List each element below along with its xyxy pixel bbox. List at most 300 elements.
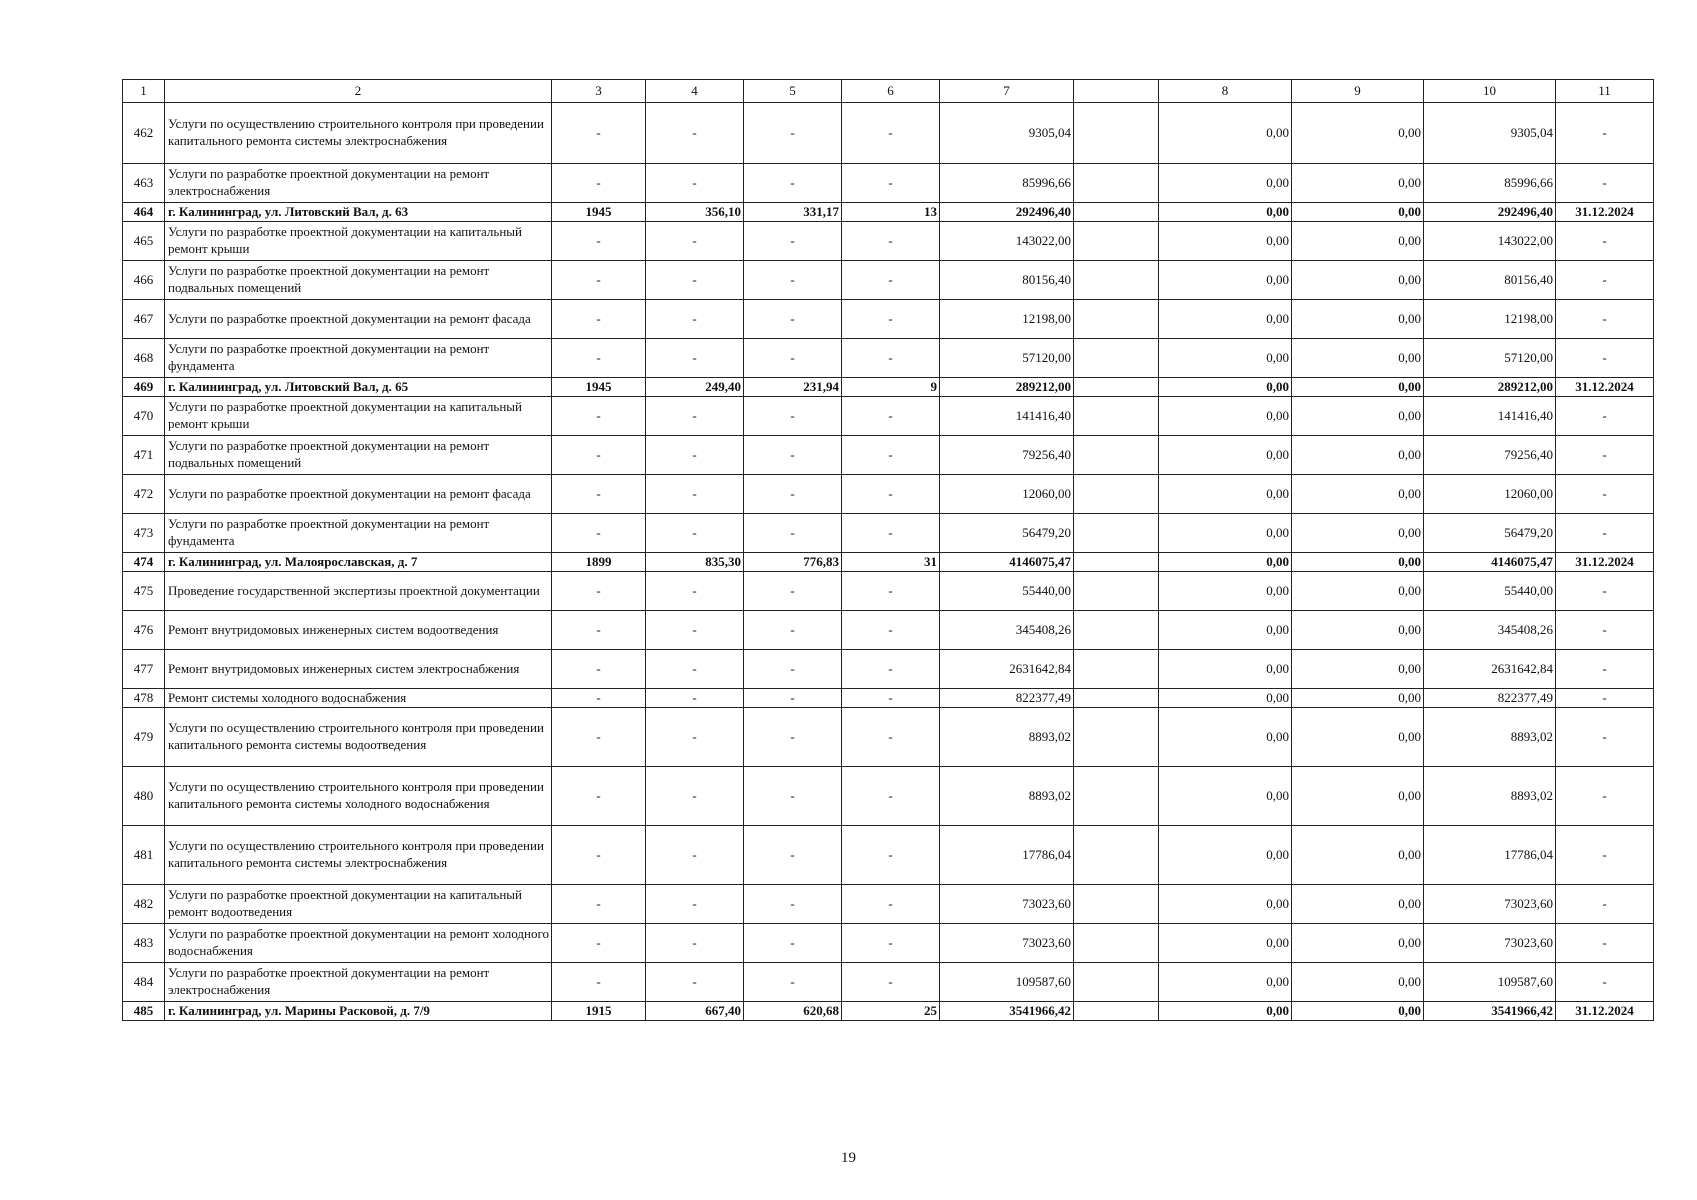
cell-col4: - xyxy=(646,885,744,924)
cell-col10: 85996,66 xyxy=(1424,164,1556,203)
cell-col6: - xyxy=(842,572,940,611)
cell-empty xyxy=(1074,708,1159,767)
cell-col4: - xyxy=(646,103,744,164)
cell-col6: - xyxy=(842,164,940,203)
cell-col5: - xyxy=(744,708,842,767)
cell-col7: 143022,00 xyxy=(940,222,1074,261)
cell-col3: - xyxy=(552,924,646,963)
row-number: 482 xyxy=(123,885,165,924)
cell-empty xyxy=(1074,300,1159,339)
row-number: 463 xyxy=(123,164,165,203)
cell-col5: - xyxy=(744,885,842,924)
cell-col10: 141416,40 xyxy=(1424,397,1556,436)
cell-col9: 0,00 xyxy=(1292,826,1424,885)
cell-col4: 667,40 xyxy=(646,1002,744,1021)
cell-col5: 776,83 xyxy=(744,553,842,572)
cell-col7: 12060,00 xyxy=(940,475,1074,514)
cell-col11: - xyxy=(1556,222,1654,261)
cell-col3: - xyxy=(552,164,646,203)
cell-col8: 0,00 xyxy=(1159,611,1292,650)
cell-col11: - xyxy=(1556,475,1654,514)
cell-col3: - xyxy=(552,103,646,164)
column-number: 11 xyxy=(1556,80,1654,103)
cell-empty xyxy=(1074,826,1159,885)
cell-col8: 0,00 xyxy=(1159,164,1292,203)
cell-col8: 0,00 xyxy=(1159,1002,1292,1021)
table-row xyxy=(123,514,1654,553)
cell-col8: 0,00 xyxy=(1159,767,1292,826)
row-number: 485 xyxy=(123,1002,165,1021)
cell-empty xyxy=(1074,650,1159,689)
cell-col7: 292496,40 xyxy=(940,203,1074,222)
cell-col5: - xyxy=(744,475,842,514)
table-row xyxy=(123,378,1654,397)
row-number: 470 xyxy=(123,397,165,436)
cell-col4: - xyxy=(646,164,744,203)
cell-col6: - xyxy=(842,436,940,475)
cell-col10: 292496,40 xyxy=(1424,203,1556,222)
cell-empty xyxy=(1074,378,1159,397)
cell-col10: 2631642,84 xyxy=(1424,650,1556,689)
cell-col7: 8893,02 xyxy=(940,767,1074,826)
cell-col7: 57120,00 xyxy=(940,339,1074,378)
cell-col8: 0,00 xyxy=(1159,963,1292,1002)
cell-col9: 0,00 xyxy=(1292,436,1424,475)
column-number: 7 xyxy=(940,80,1074,103)
cell-empty xyxy=(1074,689,1159,708)
table-row xyxy=(123,222,1654,261)
row-number: 469 xyxy=(123,378,165,397)
cell-col4: - xyxy=(646,300,744,339)
cell-col10: 3541966,42 xyxy=(1424,1002,1556,1021)
cell-col9: 0,00 xyxy=(1292,164,1424,203)
cell-col9: 0,00 xyxy=(1292,261,1424,300)
cell-col5: - xyxy=(744,572,842,611)
cell-col4: - xyxy=(646,924,744,963)
row-number: 474 xyxy=(123,553,165,572)
cell-empty xyxy=(1074,475,1159,514)
cell-empty xyxy=(1074,436,1159,475)
row-description: г. Калининград, ул. Литовский Вал, д. 65 xyxy=(165,378,552,397)
cell-col8: 0,00 xyxy=(1159,103,1292,164)
cell-col9: 0,00 xyxy=(1292,572,1424,611)
cell-col9: 0,00 xyxy=(1292,475,1424,514)
row-number: 471 xyxy=(123,436,165,475)
cell-col11: 31.12.2024 xyxy=(1556,553,1654,572)
cell-empty xyxy=(1074,397,1159,436)
cell-col3: 1945 xyxy=(552,378,646,397)
cell-col10: 822377,49 xyxy=(1424,689,1556,708)
row-number: 473 xyxy=(123,514,165,553)
cell-col4: - xyxy=(646,767,744,826)
cell-col3: - xyxy=(552,963,646,1002)
cell-col8: 0,00 xyxy=(1159,572,1292,611)
cell-col11: 31.12.2024 xyxy=(1556,1002,1654,1021)
table-row xyxy=(123,475,1654,514)
cell-col11: - xyxy=(1556,708,1654,767)
cell-col8: 0,00 xyxy=(1159,397,1292,436)
row-description: Услуги по разработке проектной документации на капитальный ремонт крыши xyxy=(165,397,552,436)
cell-col6: 13 xyxy=(842,203,940,222)
cell-empty xyxy=(1074,572,1159,611)
cell-col5: - xyxy=(744,222,842,261)
cell-col10: 73023,60 xyxy=(1424,924,1556,963)
cell-col3: - xyxy=(552,708,646,767)
cell-col10: 109587,60 xyxy=(1424,963,1556,1002)
row-number: 479 xyxy=(123,708,165,767)
cell-col3: - xyxy=(552,767,646,826)
cell-col11: - xyxy=(1556,650,1654,689)
row-description: г. Калининград, ул. Марины Расковой, д. 7/9 xyxy=(165,1002,552,1021)
cell-col7: 3541966,42 xyxy=(940,1002,1074,1021)
table-row xyxy=(123,339,1654,378)
cell-col3: - xyxy=(552,397,646,436)
cell-col11: 31.12.2024 xyxy=(1556,203,1654,222)
cell-col4: - xyxy=(646,475,744,514)
table-row xyxy=(123,826,1654,885)
cell-col7: 289212,00 xyxy=(940,378,1074,397)
cell-col3: 1899 xyxy=(552,553,646,572)
cell-col5: - xyxy=(744,397,842,436)
table-row xyxy=(123,689,1654,708)
cell-col3: 1915 xyxy=(552,1002,646,1021)
cell-col11: - xyxy=(1556,885,1654,924)
cell-col6: 31 xyxy=(842,553,940,572)
cell-col3: - xyxy=(552,222,646,261)
cell-col8: 0,00 xyxy=(1159,553,1292,572)
cell-col11: - xyxy=(1556,164,1654,203)
cell-col10: 12198,00 xyxy=(1424,300,1556,339)
column-number-row xyxy=(123,80,1654,103)
cell-col7: 79256,40 xyxy=(940,436,1074,475)
cell-col11: - xyxy=(1556,924,1654,963)
cell-empty xyxy=(1074,553,1159,572)
cell-col10: 55440,00 xyxy=(1424,572,1556,611)
cell-col3: - xyxy=(552,826,646,885)
cell-col5: - xyxy=(744,514,842,553)
row-number: 483 xyxy=(123,924,165,963)
cell-col8: 0,00 xyxy=(1159,689,1292,708)
cell-col4: - xyxy=(646,261,744,300)
cell-col3: 1945 xyxy=(552,203,646,222)
cell-col9: 0,00 xyxy=(1292,924,1424,963)
cell-col9: 0,00 xyxy=(1292,397,1424,436)
cell-col11: - xyxy=(1556,611,1654,650)
cell-col6: - xyxy=(842,103,940,164)
cell-col7: 55440,00 xyxy=(940,572,1074,611)
cell-col8: 0,00 xyxy=(1159,261,1292,300)
cell-col5: - xyxy=(744,826,842,885)
cell-col6: - xyxy=(842,885,940,924)
row-number: 464 xyxy=(123,203,165,222)
column-number: 1 xyxy=(123,80,165,103)
works-table xyxy=(122,79,1654,1021)
cell-col7: 73023,60 xyxy=(940,924,1074,963)
cell-col7: 9305,04 xyxy=(940,103,1074,164)
table-row xyxy=(123,300,1654,339)
cell-col6: - xyxy=(842,261,940,300)
cell-col4: - xyxy=(646,650,744,689)
cell-col5: 331,17 xyxy=(744,203,842,222)
row-number: 478 xyxy=(123,689,165,708)
row-number: 484 xyxy=(123,963,165,1002)
cell-col9: 0,00 xyxy=(1292,885,1424,924)
column-number xyxy=(1074,80,1159,103)
cell-col5: - xyxy=(744,767,842,826)
table-row xyxy=(123,611,1654,650)
cell-col3: - xyxy=(552,261,646,300)
row-number: 476 xyxy=(123,611,165,650)
row-description: Услуги по осуществлению строительного контроля при проведении капитального ремонта системы электроснабжения xyxy=(165,103,552,164)
cell-col11: - xyxy=(1556,339,1654,378)
row-description: г. Калининград, ул. Литовский Вал, д. 63 xyxy=(165,203,552,222)
row-description: Услуги по разработке проектной документации на ремонт фундамента xyxy=(165,339,552,378)
cell-col4: - xyxy=(646,572,744,611)
cell-empty xyxy=(1074,963,1159,1002)
cell-col6: - xyxy=(842,650,940,689)
column-number: 5 xyxy=(744,80,842,103)
row-description: Услуги по разработке проектной документации на ремонт электроснабжения xyxy=(165,164,552,203)
cell-col11: - xyxy=(1556,261,1654,300)
column-number: 2 xyxy=(165,80,552,103)
column-number: 10 xyxy=(1424,80,1556,103)
cell-col6: - xyxy=(842,767,940,826)
cell-col4: 249,40 xyxy=(646,378,744,397)
cell-col6: - xyxy=(842,611,940,650)
cell-col3: - xyxy=(552,300,646,339)
row-number: 467 xyxy=(123,300,165,339)
cell-col10: 9305,04 xyxy=(1424,103,1556,164)
cell-col9: 0,00 xyxy=(1292,1002,1424,1021)
cell-empty xyxy=(1074,339,1159,378)
row-number: 462 xyxy=(123,103,165,164)
cell-col3: - xyxy=(552,436,646,475)
cell-col3: - xyxy=(552,514,646,553)
row-description: Услуги по разработке проектной документации на ремонт фундамента xyxy=(165,514,552,553)
row-description: Услуги по осуществлению строительного контроля при проведении капитального ремонта системы электроснабжения xyxy=(165,826,552,885)
cell-col10: 57120,00 xyxy=(1424,339,1556,378)
cell-col10: 8893,02 xyxy=(1424,767,1556,826)
cell-col9: 0,00 xyxy=(1292,553,1424,572)
row-description: Услуги по осуществлению строительного контроля при проведении капитального ремонта системы водоотведения xyxy=(165,708,552,767)
cell-col10: 345408,26 xyxy=(1424,611,1556,650)
cell-col5: - xyxy=(744,650,842,689)
cell-col9: 0,00 xyxy=(1292,203,1424,222)
cell-col10: 79256,40 xyxy=(1424,436,1556,475)
table-row xyxy=(123,261,1654,300)
cell-col8: 0,00 xyxy=(1159,300,1292,339)
cell-col10: 4146075,47 xyxy=(1424,553,1556,572)
cell-col8: 0,00 xyxy=(1159,708,1292,767)
cell-empty xyxy=(1074,885,1159,924)
cell-col10: 8893,02 xyxy=(1424,708,1556,767)
cell-col5: - xyxy=(744,164,842,203)
row-number: 466 xyxy=(123,261,165,300)
cell-col9: 0,00 xyxy=(1292,650,1424,689)
cell-col11: - xyxy=(1556,103,1654,164)
cell-col11: 31.12.2024 xyxy=(1556,378,1654,397)
cell-empty xyxy=(1074,611,1159,650)
cell-col5: - xyxy=(744,611,842,650)
row-description: Ремонт внутридомовых инженерных систем электроснабжения xyxy=(165,650,552,689)
column-number: 9 xyxy=(1292,80,1424,103)
cell-col6: - xyxy=(842,475,940,514)
table-row xyxy=(123,885,1654,924)
cell-empty xyxy=(1074,514,1159,553)
cell-col10: 289212,00 xyxy=(1424,378,1556,397)
cell-empty xyxy=(1074,164,1159,203)
column-number: 8 xyxy=(1159,80,1292,103)
cell-col7: 85996,66 xyxy=(940,164,1074,203)
cell-col6: - xyxy=(842,963,940,1002)
cell-col11: - xyxy=(1556,689,1654,708)
column-number: 4 xyxy=(646,80,744,103)
cell-col7: 8893,02 xyxy=(940,708,1074,767)
table-body xyxy=(123,80,1654,1021)
cell-col9: 0,00 xyxy=(1292,339,1424,378)
table-row xyxy=(123,164,1654,203)
row-number: 477 xyxy=(123,650,165,689)
cell-col8: 0,00 xyxy=(1159,885,1292,924)
cell-col6: - xyxy=(842,924,940,963)
cell-col9: 0,00 xyxy=(1292,611,1424,650)
row-description: Услуги по разработке проектной документации на ремонт подвальных помещений xyxy=(165,436,552,475)
cell-col6: - xyxy=(842,826,940,885)
cell-col10: 73023,60 xyxy=(1424,885,1556,924)
cell-col8: 0,00 xyxy=(1159,378,1292,397)
cell-col4: - xyxy=(646,826,744,885)
cell-col10: 143022,00 xyxy=(1424,222,1556,261)
cell-col7: 80156,40 xyxy=(940,261,1074,300)
cell-col10: 12060,00 xyxy=(1424,475,1556,514)
cell-col11: - xyxy=(1556,514,1654,553)
cell-col6: - xyxy=(842,689,940,708)
cell-col6: - xyxy=(842,514,940,553)
cell-col7: 73023,60 xyxy=(940,885,1074,924)
cell-empty xyxy=(1074,103,1159,164)
cell-col9: 0,00 xyxy=(1292,708,1424,767)
column-number: 6 xyxy=(842,80,940,103)
cell-col9: 0,00 xyxy=(1292,963,1424,1002)
cell-col10: 17786,04 xyxy=(1424,826,1556,885)
cell-col5: - xyxy=(744,963,842,1002)
cell-col8: 0,00 xyxy=(1159,826,1292,885)
cell-empty xyxy=(1074,261,1159,300)
cell-col4: - xyxy=(646,963,744,1002)
cell-col11: - xyxy=(1556,826,1654,885)
cell-col5: - xyxy=(744,300,842,339)
row-description: Услуги по осуществлению строительного контроля при проведении капитального ремонта системы холодного водоснабжения xyxy=(165,767,552,826)
row-description: Услуги по разработке проектной документации на капитальный ремонт водоотведения xyxy=(165,885,552,924)
cell-col7: 141416,40 xyxy=(940,397,1074,436)
cell-col7: 2631642,84 xyxy=(940,650,1074,689)
cell-col11: - xyxy=(1556,767,1654,826)
row-description: Ремонт внутридомовых инженерных систем водоотведения xyxy=(165,611,552,650)
cell-col4: - xyxy=(646,436,744,475)
cell-col5: 231,94 xyxy=(744,378,842,397)
table-row xyxy=(123,767,1654,826)
cell-col9: 0,00 xyxy=(1292,300,1424,339)
cell-col6: 25 xyxy=(842,1002,940,1021)
cell-col4: 835,30 xyxy=(646,553,744,572)
cell-col4: - xyxy=(646,611,744,650)
cell-col11: - xyxy=(1556,572,1654,611)
cell-col4: - xyxy=(646,222,744,261)
cell-col11: - xyxy=(1556,436,1654,475)
cell-col8: 0,00 xyxy=(1159,650,1292,689)
cell-col5: - xyxy=(744,261,842,300)
row-description: г. Калининград, ул. Малоярославская, д. 7 xyxy=(165,553,552,572)
row-description: Ремонт системы холодного водоснабжения xyxy=(165,689,552,708)
cell-col5: - xyxy=(744,689,842,708)
row-description: Услуги по разработке проектной документации на капитальный ремонт крыши xyxy=(165,222,552,261)
cell-col8: 0,00 xyxy=(1159,514,1292,553)
cell-col11: - xyxy=(1556,963,1654,1002)
cell-col4: - xyxy=(646,397,744,436)
cell-col11: - xyxy=(1556,300,1654,339)
row-description: Услуги по разработке проектной документации на ремонт фасада xyxy=(165,475,552,514)
cell-col8: 0,00 xyxy=(1159,339,1292,378)
cell-col5: - xyxy=(744,103,842,164)
cell-empty xyxy=(1074,767,1159,826)
row-number: 475 xyxy=(123,572,165,611)
row-number: 465 xyxy=(123,222,165,261)
cell-col4: - xyxy=(646,339,744,378)
cell-col9: 0,00 xyxy=(1292,514,1424,553)
cell-empty xyxy=(1074,222,1159,261)
cell-col10: 56479,20 xyxy=(1424,514,1556,553)
row-description: Проведение государственной экспертизы проектной документации xyxy=(165,572,552,611)
cell-col4: - xyxy=(646,708,744,767)
row-number: 472 xyxy=(123,475,165,514)
cell-col9: 0,00 xyxy=(1292,767,1424,826)
cell-empty xyxy=(1074,924,1159,963)
cell-col7: 17786,04 xyxy=(940,826,1074,885)
cell-col8: 0,00 xyxy=(1159,203,1292,222)
cell-col3: - xyxy=(552,339,646,378)
cell-col6: - xyxy=(842,300,940,339)
row-number: 468 xyxy=(123,339,165,378)
row-description: Услуги по разработке проектной документации на ремонт холодного водоснабжения xyxy=(165,924,552,963)
cell-col5: - xyxy=(744,924,842,963)
row-description: Услуги по разработке проектной документации на ремонт подвальных помещений xyxy=(165,261,552,300)
row-description: Услуги по разработке проектной документации на ремонт электроснабжения xyxy=(165,963,552,1002)
table-row xyxy=(123,103,1654,164)
table-row xyxy=(123,1002,1654,1021)
cell-col7: 56479,20 xyxy=(940,514,1074,553)
table-row xyxy=(123,397,1654,436)
cell-col7: 12198,00 xyxy=(940,300,1074,339)
cell-col3: - xyxy=(552,650,646,689)
cell-col4: - xyxy=(646,514,744,553)
cell-col5: 620,68 xyxy=(744,1002,842,1021)
row-number: 480 xyxy=(123,767,165,826)
cell-col8: 0,00 xyxy=(1159,222,1292,261)
cell-col3: - xyxy=(552,611,646,650)
cell-col3: - xyxy=(552,885,646,924)
cell-col7: 109587,60 xyxy=(940,963,1074,1002)
cell-col9: 0,00 xyxy=(1292,689,1424,708)
cell-col3: - xyxy=(552,572,646,611)
cell-col3: - xyxy=(552,475,646,514)
row-number: 481 xyxy=(123,826,165,885)
cell-empty xyxy=(1074,203,1159,222)
cell-col8: 0,00 xyxy=(1159,475,1292,514)
cell-col6: 9 xyxy=(842,378,940,397)
cell-col5: - xyxy=(744,339,842,378)
table-row xyxy=(123,553,1654,572)
cell-col3: - xyxy=(552,689,646,708)
